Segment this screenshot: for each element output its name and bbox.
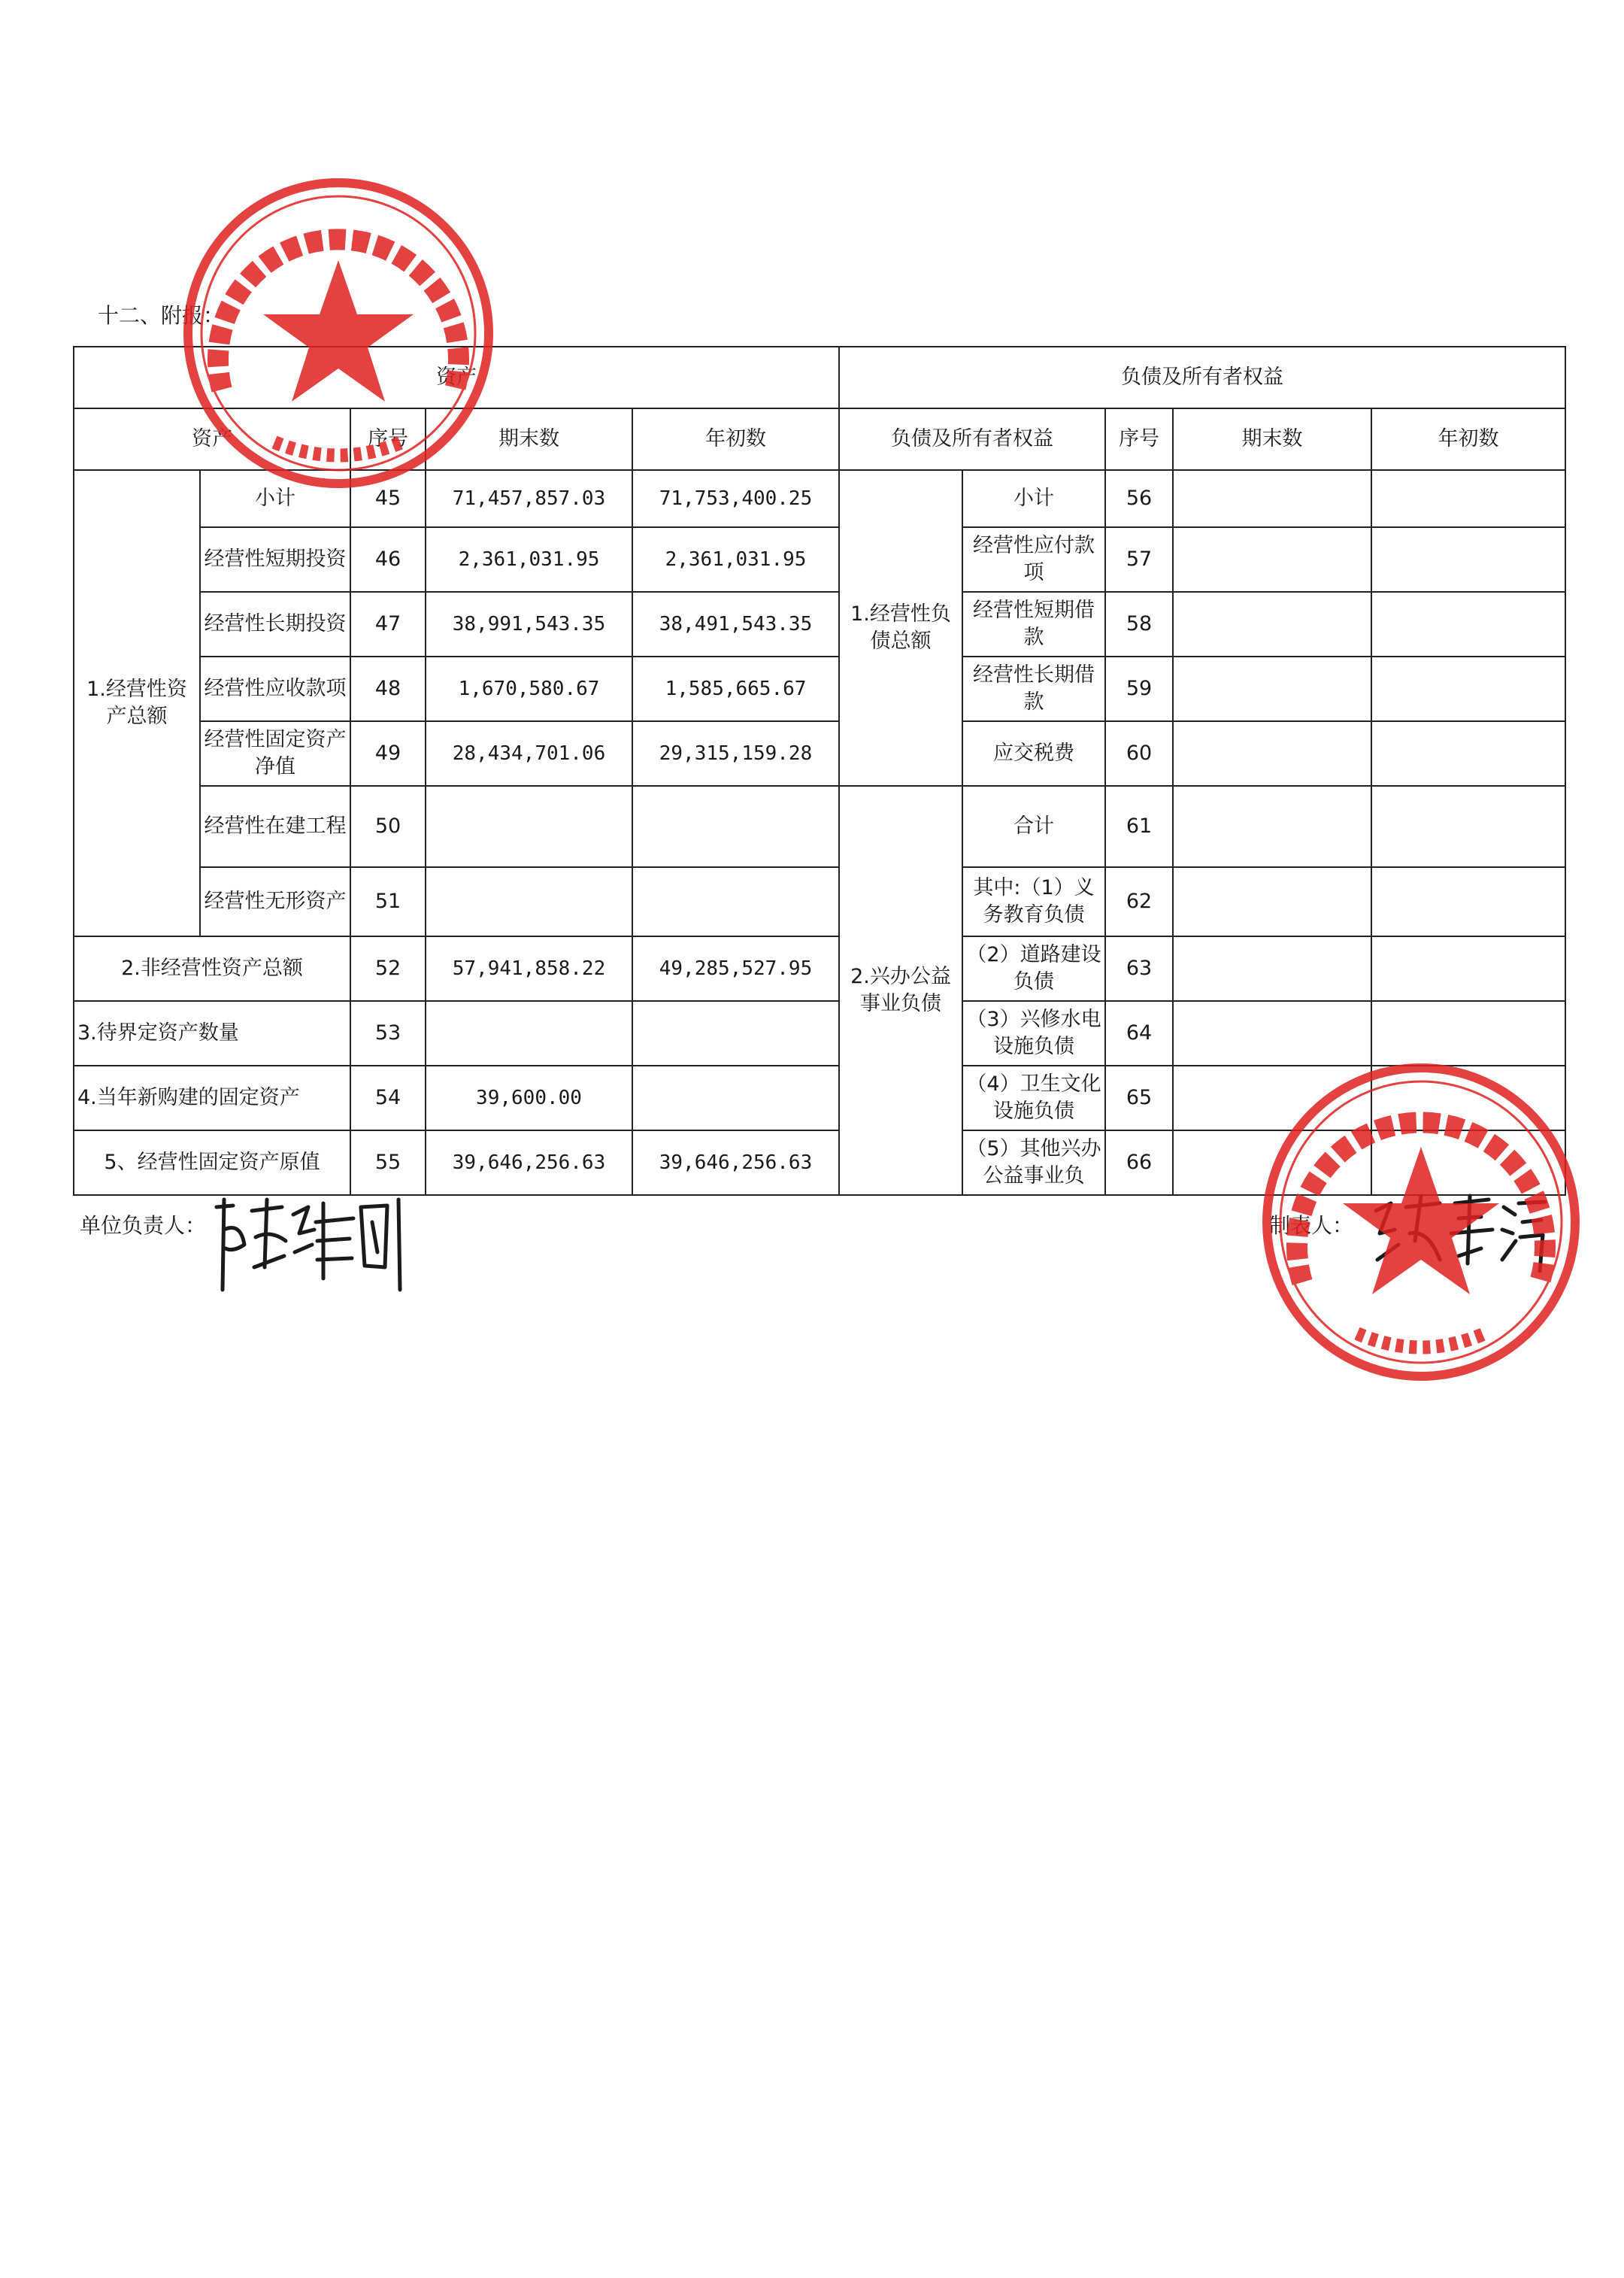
asset-item-seq: 49 <box>350 721 426 786</box>
table-row <box>74 592 1565 657</box>
liab-item-seq: 56 <box>1105 470 1173 527</box>
col-end: 期末数 <box>426 408 632 470</box>
liab-item-begin <box>1371 592 1565 657</box>
liab-item-name: 经营性应付款项 <box>962 527 1105 592</box>
table-row <box>74 657 1565 721</box>
liab-item-begin <box>1371 470 1565 527</box>
liab-item-name: （5）其他兴办公益事业负 <box>962 1130 1105 1195</box>
asset-item-begin: 71,753,400.25 <box>632 470 839 527</box>
liab-item-seq: 58 <box>1105 592 1173 657</box>
liab-item-name: （4）卫生文化设施负债 <box>962 1066 1105 1130</box>
asset-item-name: 经营性应收款项 <box>200 657 350 721</box>
liab-item-end <box>1173 592 1371 657</box>
liab-item-seq: 60 <box>1105 721 1173 786</box>
asset-item-end <box>426 1001 632 1066</box>
asset-item-name: 经营性长期投资 <box>200 592 350 657</box>
asset-item-name: 3.待界定资产数量 <box>74 1001 350 1066</box>
asset-item-name: 4.当年新购建的固定资产 <box>74 1066 350 1130</box>
table-row <box>74 786 1565 867</box>
liab-item-end <box>1173 657 1371 721</box>
asset-item-end: 2,361,031.95 <box>426 527 632 592</box>
liab-item-seq: 65 <box>1105 1066 1173 1130</box>
cooperative-seal <box>169 164 508 502</box>
asset-item-name: 5、经营性固定资产原值 <box>74 1130 350 1195</box>
asset-item-seq: 47 <box>350 592 426 657</box>
liabilities-section-header: 负债及所有者权益 <box>839 347 1565 408</box>
table-row <box>74 527 1565 592</box>
asset-item-seq: 51 <box>350 867 426 936</box>
liab-item-end <box>1173 470 1371 527</box>
liab-item-name: 小计 <box>962 470 1105 527</box>
asset-item-end: 28,434,701.06 <box>426 721 632 786</box>
liab-item-begin <box>1371 786 1565 867</box>
asset-item-seq: 54 <box>350 1066 426 1130</box>
table-row <box>74 867 1565 936</box>
liab-group-public: 2.兴办公益事业负债 <box>839 786 962 1195</box>
asset-item-end: 38,991,543.35 <box>426 592 632 657</box>
col-liabilities: 负债及所有者权益 <box>839 408 1105 470</box>
unit-head-label: 单位负责人： <box>80 1213 207 1238</box>
col-seq: 序号 <box>350 408 426 470</box>
unit-head-signature <box>211 1177 414 1305</box>
asset-item-begin: 39,646,256.63 <box>632 1130 839 1195</box>
asset-item-name: 经营性在建工程 <box>200 786 350 867</box>
liab-item-end <box>1173 527 1371 592</box>
liab-item-seq: 59 <box>1105 657 1173 721</box>
asset-item-seq: 46 <box>350 527 426 592</box>
liab-item-name: 应交税费 <box>962 721 1105 786</box>
liab-item-begin <box>1371 527 1565 592</box>
liab-item-seq: 63 <box>1105 936 1173 1001</box>
asset-item-name: 经营性固定资产净值 <box>200 721 350 786</box>
section-heading: 十二、附报： <box>98 303 225 328</box>
liab-item-begin <box>1371 657 1565 721</box>
liab-item-name: （2）道路建设负债 <box>962 936 1105 1001</box>
residents-committee-seal <box>1248 1049 1594 1395</box>
asset-item-name: 经营性短期投资 <box>200 527 350 592</box>
assets-section-header: 资产 <box>74 347 839 408</box>
col-begin: 年初数 <box>632 408 839 470</box>
asset-item-seq: 53 <box>350 1001 426 1066</box>
col-begin-2: 年初数 <box>1371 408 1565 470</box>
liab-item-name: 经营性长期借款 <box>962 657 1105 721</box>
liab-item-name: 其中:（1）义务教育负债 <box>962 867 1105 936</box>
asset-item-end: 39,646,256.63 <box>426 1130 632 1195</box>
asset-item-name: 2.非经营性资产总额 <box>74 936 350 1001</box>
asset-item-begin: 49,285,527.95 <box>632 936 839 1001</box>
asset-item-begin <box>632 1066 839 1130</box>
col-assets: 资产 <box>74 408 350 470</box>
asset-item-name: 小计 <box>200 470 350 527</box>
asset-group-operating: 1.经营性资产总额 <box>74 470 200 936</box>
liab-item-name: 合计 <box>962 786 1105 867</box>
liab-item-end <box>1173 721 1371 786</box>
asset-item-begin: 29,315,159.28 <box>632 721 839 786</box>
asset-item-end <box>426 867 632 936</box>
asset-item-begin <box>632 1001 839 1066</box>
asset-item-name: 经营性无形资产 <box>200 867 350 936</box>
liab-item-begin <box>1371 867 1565 936</box>
liab-item-begin <box>1371 936 1565 1001</box>
asset-item-seq: 50 <box>350 786 426 867</box>
liab-item-seq: 64 <box>1105 1001 1173 1066</box>
liab-item-name: （3）兴修水电设施负债 <box>962 1001 1105 1066</box>
preparer-label: 制表人： <box>1269 1213 1354 1238</box>
asset-item-seq: 48 <box>350 657 426 721</box>
liab-item-seq: 61 <box>1105 786 1173 867</box>
asset-item-end: 71,457,857.03 <box>426 470 632 527</box>
asset-item-seq: 55 <box>350 1130 426 1195</box>
liab-group-operating: 1.经营性负债总额 <box>839 470 962 786</box>
asset-item-begin: 38,491,543.35 <box>632 592 839 657</box>
asset-item-end: 39,600.00 <box>426 1066 632 1130</box>
col-seq-2: 序号 <box>1105 408 1173 470</box>
liab-item-end <box>1173 867 1371 936</box>
liab-item-seq: 57 <box>1105 527 1173 592</box>
liab-item-seq: 66 <box>1105 1130 1173 1195</box>
table-row <box>74 721 1565 786</box>
asset-item-end: 57,941,858.22 <box>426 936 632 1001</box>
liab-item-begin <box>1371 721 1565 786</box>
asset-item-begin <box>632 786 839 867</box>
asset-item-begin <box>632 867 839 936</box>
asset-item-end: 1,670,580.67 <box>426 657 632 721</box>
asset-item-begin: 2,361,031.95 <box>632 527 839 592</box>
asset-item-begin: 1,585,665.67 <box>632 657 839 721</box>
asset-item-end <box>426 786 632 867</box>
liab-item-name: 经营性短期借款 <box>962 592 1105 657</box>
liab-item-end <box>1173 786 1371 867</box>
col-end-2: 期末数 <box>1173 408 1371 470</box>
asset-item-seq: 52 <box>350 936 426 1001</box>
table-row <box>74 936 1565 1001</box>
asset-item-seq: 45 <box>350 470 426 527</box>
liab-item-seq: 62 <box>1105 867 1173 936</box>
liab-item-end <box>1173 936 1371 1001</box>
